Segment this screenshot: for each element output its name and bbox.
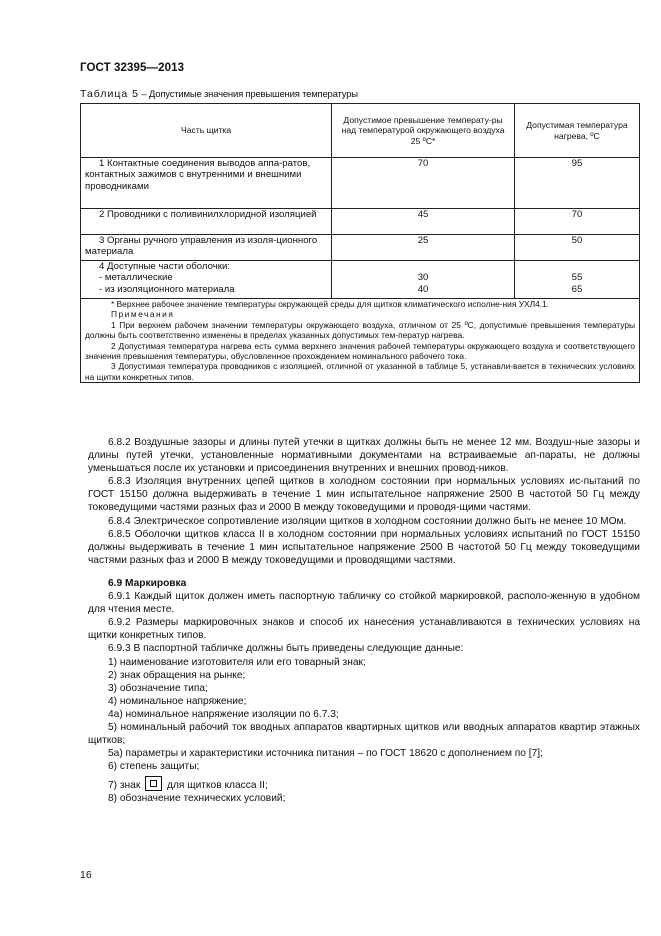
row4-temp1: 55 xyxy=(571,272,583,284)
list-item: 5) номинальный рабочий ток вводных аппаратов квартирных щитков или вводных аппаратов квартир этажных щитков; xyxy=(88,721,640,747)
row-part: 3 Органы ручного управления из изоля-ционного материала xyxy=(81,235,332,261)
section-title: 6.9 Маркировка xyxy=(108,577,187,589)
list-item: 6) степень защиты; xyxy=(108,761,200,773)
row-temp: 70 xyxy=(514,209,639,235)
clause-6-9-1: 6.9.1 Каждый щиток должен иметь паспортную табличку со стойкой маркировкой, располо-женную в удобном для чтения месте. xyxy=(88,591,640,616)
note-2: 2 Допустимая температура нагрева есть сумма верхнего значения рабочей температуры окружающего воздуха и соответствующего значения превышения температуры, обусловленное прохождением номинального рабочего тока. xyxy=(85,340,635,362)
page-number: 16 xyxy=(80,869,92,881)
header-part: Часть щитка xyxy=(81,104,332,158)
header-rise: Допустимое превышение температу-ры над температурой окружающего воздуха 25 ºС* xyxy=(332,104,515,158)
row4-title: 4 Доступные части оболочки: xyxy=(99,261,230,272)
table-row xyxy=(81,261,640,299)
row-rise xyxy=(332,261,515,299)
clause-6-9-2: 6.9.2 Размеры маркировочных знаков и способ их нанесения устанавливаются в технических условиях на щитки конкретных типов. xyxy=(88,617,640,642)
row-rise: 70 xyxy=(332,158,515,209)
list-item: 2) знак обращения на рынке; xyxy=(108,669,246,681)
standard-header: ГОСТ 32395—2013 xyxy=(80,62,185,74)
clause-6-8-4: 6.8.4 Электрическое сопротивление изоляции щитков в холодном состоянии должно быть не менее 10 МОм. xyxy=(108,515,627,527)
list-item: 4а) номинальное напряжение изоляции по 6.7.3; xyxy=(108,708,339,720)
row-part: 2 Проводники с поливинилхлоридной изоляцией xyxy=(81,209,332,235)
table-caption-text: – Допустимые значения превышения температуры xyxy=(138,89,358,100)
table-row xyxy=(81,235,640,261)
clause-6-8-5: 6.8.5 Оболочки щитков класса II в холодном состоянии при нормальных условиях испытаний по ГОСТ 15150 должны выдерживать в течение 1 мин испытательное напряжение 2500 В частотой 50 Гц между токоведущими частями разных фаз и 2000 В между токоведущими и проводящими частями. xyxy=(88,528,640,566)
note-1: 1 При верхнем рабочем значении температуры окружающего воздуха, отличном от 25 ºС, допустимые превышения температуры должны быть соответственно изменены в пределах указанных допустимых тем-ператур нагрева. xyxy=(85,319,635,341)
row-temp: 95 xyxy=(514,158,639,209)
notes-heading: Примечания xyxy=(111,309,175,320)
row4-sub2: - из изоляционного материала xyxy=(99,283,235,295)
table-caption xyxy=(80,88,358,100)
row-rise: 45 xyxy=(332,209,515,235)
row-rise: 25 xyxy=(332,235,515,261)
table-footnote: * Верхнее рабочее значение температуры окружающей среды для щитков климатического исполне-ния УХЛ4.1. xyxy=(111,299,550,309)
row-temp xyxy=(514,261,639,299)
row-part: 1 Контактные соединения выводов аппа-ратов, контактных зажимов с внутренними и внешними проводниками xyxy=(81,158,332,209)
row4-sub1: - металлические xyxy=(99,272,173,284)
header-temp: Допустимая температура нагрева, ºС xyxy=(514,104,639,158)
table-notes-row xyxy=(81,299,640,383)
table-caption-label: Таблица 5 xyxy=(80,88,139,100)
class-ii-symbol-icon xyxy=(145,776,162,791)
list-item-7 xyxy=(88,776,640,792)
item7-pre: 7) знак xyxy=(108,780,141,792)
list-item: 4) номинальное напряжение; xyxy=(108,695,247,707)
table-notes xyxy=(81,299,640,383)
clause-6-8-3: 6.8.3 Изоляция внутренних цепей щитков в холодном состоянии при нормальных условиях ис-пытаний по ГОСТ 15150 должна выдерживать в течение 1 мин испытательное напряжение 2500 В частотой 50 Гц между токоведущими частями разных фаз и 2000 В между токоведущими и проводя-щими частями. xyxy=(88,476,640,514)
row-part-enclosure xyxy=(81,261,332,299)
body-text xyxy=(88,436,640,806)
list-item: 3) обозначение типа; xyxy=(108,682,208,694)
row-temp: 50 xyxy=(514,235,639,261)
table-row xyxy=(81,158,640,209)
list-item: 5а) параметры и характеристики источника питания – по ГОСТ 18620 с дополнением по [7]; xyxy=(108,748,543,760)
clause-6-9-3: 6.9.3 В паспортной табличке должны быть приведены следующие данные: xyxy=(108,643,464,655)
list-item: 8) обозначение технических условий; xyxy=(108,793,286,805)
table-row xyxy=(81,209,640,235)
row4-temp2: 65 xyxy=(571,283,583,295)
note-3: 3 Допустимая температура проводников с изоляцией, отличной от указанной в таблице 5, устанавли-вается в технических условиях на щитки конкретных типов. xyxy=(85,361,635,382)
row4-rise1: 30 xyxy=(417,272,429,284)
row4-rise2: 40 xyxy=(417,283,429,295)
list-item: 1) наименование изготовителя или его товарный знак; xyxy=(108,656,366,668)
table-header-row xyxy=(81,104,640,158)
temperature-rise-table xyxy=(80,103,640,383)
item7-post: для щитков класса II; xyxy=(167,780,268,792)
clause-6-8-2: 6.8.2 Воздушные зазоры и длины путей утечки в щитках должны быть не менее 12 мм. Воздуш-ные зазоры и длины путей утечки, установленные нормативными документами на встраиваемые ап-параты, не должны уменьшаться после их установки и присоединения внутренних и внешних провод-ников. xyxy=(88,437,640,475)
